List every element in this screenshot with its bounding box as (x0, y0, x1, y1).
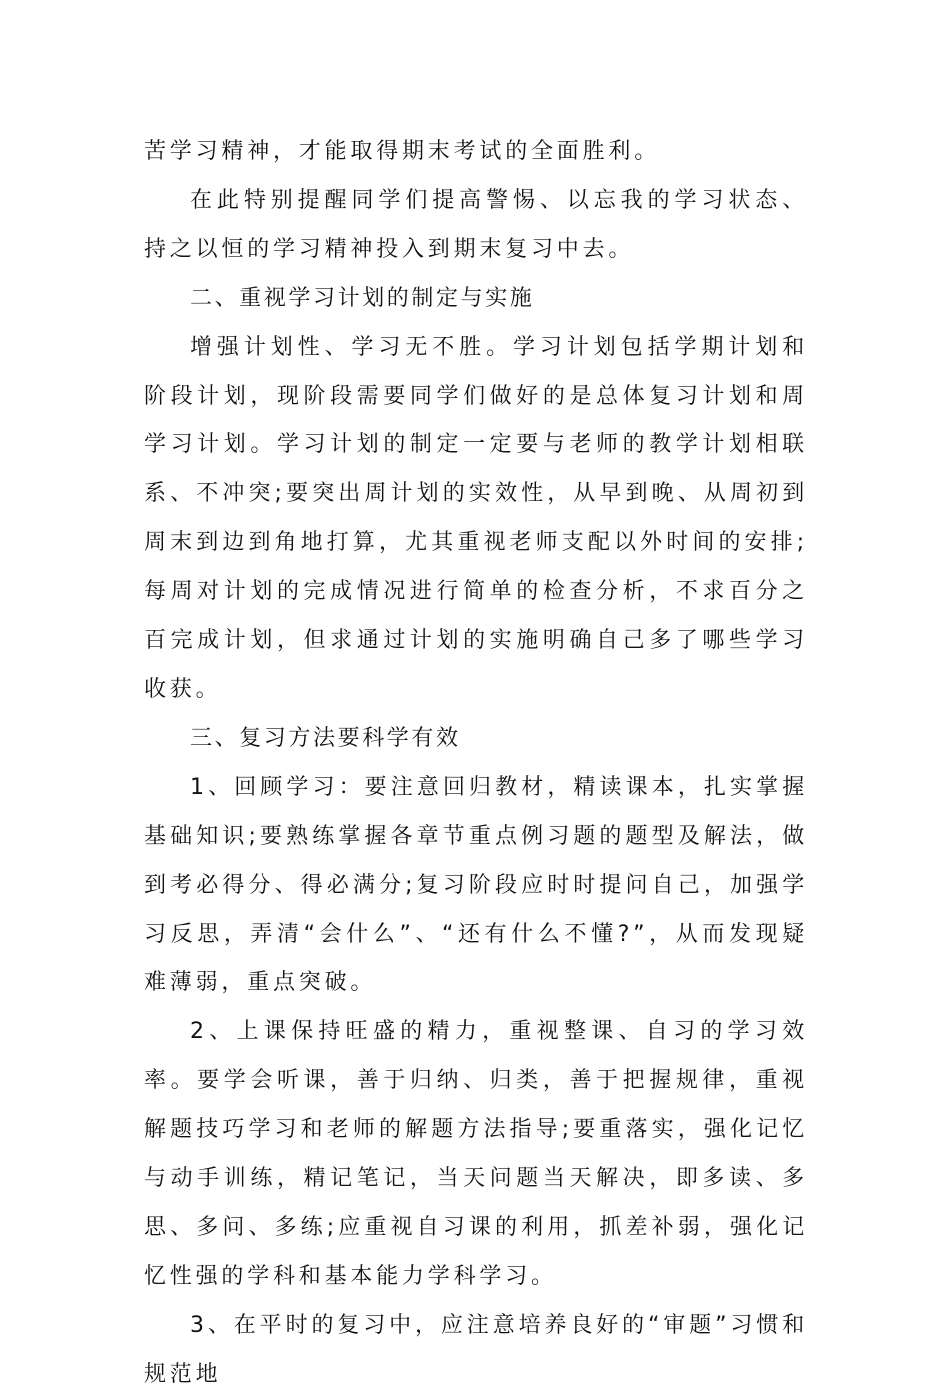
document-body (144, 128, 808, 1400)
paragraph-study-plan: 增强计划性、学习无不胜。学习计划包括学期计划和阶段计划，现阶段需要同学们做好的是总体复习计划和周学习计划。学习计划的制定一定要与老师的教学计划相联系、不冲突;要突出周计划的实效性，从早到晚、从周初到周末到边到角地打算，尤其重视老师支配以外时间的安排;每周对计划的完成情况进行简单的检查分析，不求百分之百完成计划，但求通过计划的实施明确自己多了哪些学习收获。 (144, 334, 808, 702)
paragraph-review-3: 3、在平时的复习中，应注意培养良好的“审题”习惯和规范地 (144, 1312, 808, 1387)
section-heading-study-plan: 二、重视学习计划的制定与实施 (190, 285, 535, 311)
section-heading-review-methods: 三、复习方法要科学有效 (190, 725, 461, 751)
paragraph-review-1: 1、回顾学习：要注意回归教材，精读课本，扎实掌握基础知识;要熟练掌握各章节重点例习题的题型及解法，做到考必得分、得必满分;复习阶段应时时提问自己，加强学习反思，弄清“会什么”、“还有什么不懂?”，从而发现疑难薄弱，重点突破。 (144, 774, 808, 996)
paragraph-review-2: 2、上课保持旺盛的精力，重视整课、自习的学习效率。要学会听课，善于归纳、归类，善于把握规律，重视解题技巧学习和老师的解题方法指导;要重落实，强化记忆与动手训练，精记笔记，当天问题当天解决，即多读、多思、多问、多练;应重视自习课的利用，抓差补弱，强化记忆性强的学科和基本能力学科学习。 (144, 1019, 808, 1289)
paragraph-reminder: 在此特别提醒同学们提高警惕、以忘我的学习状态、持之以恒的学习精神投入到期末复习中去。 (144, 187, 808, 262)
paragraph-continuation: 苦学习精神，才能取得期末考试的全面胜利。 (144, 139, 661, 164)
